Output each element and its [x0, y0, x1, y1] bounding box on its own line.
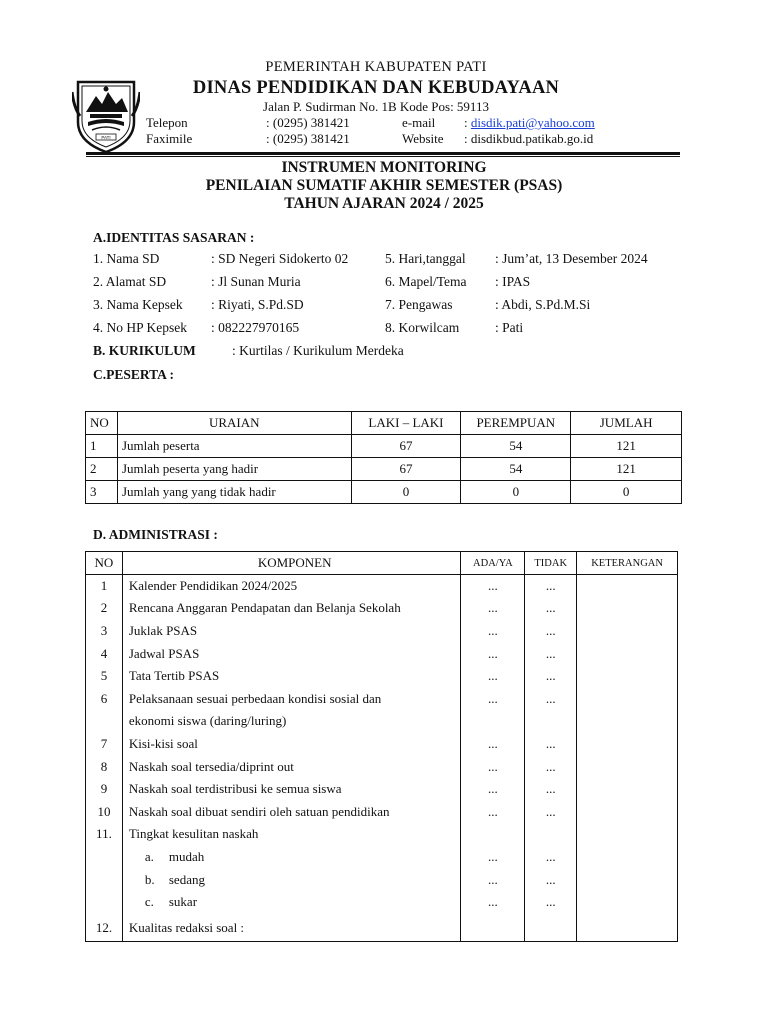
- ada-cell: ...: [461, 597, 525, 620]
- tidak-cell: [525, 913, 577, 941]
- ada-cell: ...: [461, 733, 525, 756]
- ada-cell: ...: [461, 778, 525, 801]
- tidak-cell: [525, 710, 577, 733]
- section-identitas-heading: A.IDENTITAS SASARAN :: [93, 230, 255, 245]
- peserta-table: [85, 411, 682, 504]
- keterangan-cell: [577, 733, 678, 756]
- item-number: 1: [86, 575, 123, 598]
- identitas-label: 4. No HP Kepsek: [93, 320, 187, 335]
- identitas-label: 6. Mapel/Tema: [385, 274, 467, 289]
- tidak-cell: ...: [525, 597, 577, 620]
- table-row: [86, 435, 682, 458]
- item-component: Kalender Pendidikan 2024/2025: [122, 575, 461, 598]
- identitas-value: : Jum’at, 13 Desember 2024: [495, 251, 648, 266]
- tidak-cell: ...: [525, 800, 577, 823]
- column-header: ADA/YA: [461, 552, 525, 575]
- item-number: 12.: [86, 913, 123, 941]
- letterhead-rule-thick: [86, 152, 680, 155]
- item-component: Tingkat kesulitan naskah: [122, 823, 461, 846]
- sub-text: mudah: [168, 848, 205, 864]
- table-row: [86, 597, 678, 620]
- item-component: Rencana Anggaran Pendapatan dan Belanja Sekolah: [122, 597, 461, 620]
- keterangan-cell: [577, 620, 678, 643]
- keterangan-cell: [577, 642, 678, 665]
- logo-text: PATI: [101, 135, 111, 140]
- column-header: URAIAN: [117, 412, 351, 435]
- identitas-label: 3. Nama Kepsek: [93, 297, 183, 312]
- table-row: [86, 846, 678, 869]
- table-cell: 1: [86, 435, 118, 458]
- table-cell: 121: [571, 435, 682, 458]
- ada-cell: ...: [461, 800, 525, 823]
- item-component: Tata Tertib PSAS: [122, 665, 461, 688]
- tidak-cell: ...: [525, 733, 577, 756]
- website-value: : disdikbud.patikab.go.id: [464, 131, 594, 146]
- identitas-list: [93, 251, 693, 343]
- item-subcomponent: [122, 891, 461, 914]
- section-peserta-heading: C.PESERTA :: [93, 367, 175, 382]
- identitas-row: [93, 274, 693, 297]
- table-cell: 54: [461, 435, 571, 458]
- table-row: [86, 481, 682, 504]
- table-row: [86, 665, 678, 688]
- table-cell: 3: [86, 481, 118, 504]
- table-row: [86, 800, 678, 823]
- identitas-label: 2. Alamat SD: [93, 274, 167, 289]
- item-component: Kisi-kisi soal: [122, 733, 461, 756]
- keterangan-cell: [577, 868, 678, 891]
- table-row: [86, 733, 678, 756]
- keterangan-cell: [577, 846, 678, 869]
- item-number: 2: [86, 597, 123, 620]
- item-number: [86, 710, 123, 733]
- keterangan-cell: [577, 665, 678, 688]
- ada-cell: [461, 710, 525, 733]
- keterangan-cell: [577, 823, 678, 846]
- email-label: e-mail: [402, 115, 436, 130]
- tidak-cell: ...: [525, 575, 577, 598]
- column-header: NO: [86, 412, 118, 435]
- item-number: 4: [86, 642, 123, 665]
- item-subcomponent: [122, 846, 461, 869]
- kurikulum-row: [93, 343, 404, 359]
- phone-label: Telepon: [146, 115, 188, 130]
- tidak-cell: ...: [525, 778, 577, 801]
- table-cell: Jumlah peserta yang hadir: [117, 458, 351, 481]
- item-subcomponent: [122, 868, 461, 891]
- item-number: 3: [86, 620, 123, 643]
- identitas-row: [93, 297, 693, 320]
- ada-cell: ...: [461, 846, 525, 869]
- table-cell: Jumlah yang yang tidak hadir: [117, 481, 351, 504]
- column-header: JUMLAH: [571, 412, 682, 435]
- item-number: 5: [86, 665, 123, 688]
- keterangan-cell: [577, 597, 678, 620]
- sub-text: sukar: [168, 894, 198, 910]
- item-component: ekonomi siswa (daring/luring): [122, 710, 461, 733]
- tidak-cell: ...: [525, 755, 577, 778]
- ada-cell: ...: [461, 891, 525, 914]
- column-header: KOMPONEN: [122, 552, 461, 575]
- document-title-line3: TAHUN AJARAN 2024 / 2025: [284, 195, 484, 212]
- item-number: 8: [86, 755, 123, 778]
- ada-cell: ...: [461, 687, 525, 710]
- kurikulum-label: B. KURIKULUM: [93, 343, 196, 358]
- table-row: [86, 891, 678, 914]
- table-cell: 0: [571, 481, 682, 504]
- item-number: [86, 846, 123, 869]
- table-header-row: [86, 412, 682, 435]
- keterangan-cell: [577, 687, 678, 710]
- ada-cell: ...: [461, 642, 525, 665]
- column-header: KETERANGAN: [577, 552, 678, 575]
- item-number: 7: [86, 733, 123, 756]
- fax-value: : (0295) 381421: [266, 131, 350, 146]
- identitas-label: 8. Korwilcam: [385, 320, 460, 335]
- item-component: Juklak PSAS: [122, 620, 461, 643]
- item-number: [86, 891, 123, 914]
- identitas-value: : Pati: [495, 320, 524, 335]
- table-cell: 67: [351, 435, 461, 458]
- identitas-label: 5. Hari,tanggal: [385, 251, 466, 266]
- table-cell: Jumlah peserta: [117, 435, 351, 458]
- ada-cell: ...: [461, 575, 525, 598]
- identitas-label: 7. Pengawas: [385, 297, 453, 312]
- table-cell: 2: [86, 458, 118, 481]
- sub-letter: c.: [144, 894, 154, 910]
- table-cell: 121: [571, 458, 682, 481]
- identitas-row: [93, 251, 693, 274]
- tidak-cell: ...: [525, 868, 577, 891]
- identitas-value: : Abdi, S.Pd.M.Si: [495, 297, 591, 312]
- table-row: [86, 575, 678, 598]
- section-administrasi-heading: D. ADMINISTRASI :: [93, 527, 218, 542]
- table-row: [86, 687, 678, 710]
- tidak-cell: ...: [525, 620, 577, 643]
- sub-letter: a.: [144, 848, 154, 864]
- ada-cell: ...: [461, 755, 525, 778]
- item-number: 6: [86, 687, 123, 710]
- table-row: [86, 778, 678, 801]
- email-colon: :: [464, 115, 468, 130]
- website-label: Website: [402, 131, 444, 146]
- item-component: Kualitas redaksi soal :: [122, 913, 461, 941]
- ada-cell: ...: [461, 620, 525, 643]
- item-component: Naskah soal dibuat sendiri oleh satuan pendidikan: [122, 800, 461, 823]
- identitas-value: : Riyati, S.Pd.SD: [211, 297, 304, 312]
- keterangan-cell: [577, 755, 678, 778]
- ada-cell: ...: [461, 868, 525, 891]
- letterhead: [70, 56, 682, 158]
- identitas-label: 1. Nama SD: [93, 251, 160, 266]
- table-row: [86, 710, 678, 733]
- item-component: Naskah soal tersedia/diprint out: [122, 755, 461, 778]
- identitas-value: : Jl Sunan Muria: [211, 274, 301, 289]
- table-row: [86, 642, 678, 665]
- keterangan-cell: [577, 800, 678, 823]
- phone-value: : (0295) 381421: [266, 115, 350, 130]
- table-row: [86, 755, 678, 778]
- ada-cell: [461, 823, 525, 846]
- administrasi-table: [85, 551, 678, 942]
- item-number: 10: [86, 800, 123, 823]
- tidak-cell: ...: [525, 687, 577, 710]
- table-header-row: [86, 552, 678, 575]
- item-number: 11.: [86, 823, 123, 846]
- kurikulum-value: : Kurtilas / Kurikulum Merdeka: [232, 343, 404, 358]
- table-cell: 67: [351, 458, 461, 481]
- sub-text: sedang: [168, 871, 205, 887]
- keterangan-cell: [577, 575, 678, 598]
- fax-label: Faximile: [146, 131, 193, 146]
- table-cell: 0: [461, 481, 571, 504]
- keterangan-cell: [577, 778, 678, 801]
- table-row: [86, 620, 678, 643]
- document-title-line1: INSTRUMEN MONITORING: [281, 159, 487, 176]
- tidak-cell: [525, 823, 577, 846]
- email-entry: [464, 115, 595, 131]
- table-row: [86, 823, 678, 846]
- table-row: [86, 458, 682, 481]
- item-number: [86, 868, 123, 891]
- identitas-value: : SD Negeri Sidokerto 02: [211, 251, 349, 266]
- identitas-value: : 082227970165: [211, 320, 300, 335]
- column-header: PEREMPUAN: [461, 412, 571, 435]
- item-number: 9: [86, 778, 123, 801]
- government-name: PEMERINTAH KABUPATEN PATI: [265, 59, 487, 75]
- column-header: TIDAK: [525, 552, 577, 575]
- ada-cell: [461, 913, 525, 941]
- keterangan-cell: [577, 710, 678, 733]
- letterhead-rule-thin: [86, 156, 680, 157]
- column-header: LAKI – LAKI: [351, 412, 461, 435]
- tidak-cell: ...: [525, 642, 577, 665]
- table-row: [86, 913, 678, 941]
- ada-cell: ...: [461, 665, 525, 688]
- tidak-cell: ...: [525, 891, 577, 914]
- sub-letter: b.: [144, 871, 155, 887]
- column-header: NO: [86, 552, 123, 575]
- item-component: Jadwal PSAS: [122, 642, 461, 665]
- item-component: Naskah soal terdistribusi ke semua siswa: [122, 778, 461, 801]
- table-row: [86, 868, 678, 891]
- identitas-row: [93, 320, 693, 343]
- identitas-value: : IPAS: [495, 274, 531, 289]
- item-component: Pelaksanaan sesuai perbedaan kondisi sosial dan: [122, 687, 461, 710]
- email-link[interactable]: disdik.pati@yahoo.com: [470, 115, 595, 130]
- table-cell: 54: [461, 458, 571, 481]
- keterangan-cell: [577, 913, 678, 941]
- keterangan-cell: [577, 891, 678, 914]
- tidak-cell: ...: [525, 665, 577, 688]
- table-cell: 0: [351, 481, 461, 504]
- document-title-line2: PENILAIAN SUMATIF AKHIR SEMESTER (PSAS): [205, 177, 563, 194]
- tidak-cell: ...: [525, 846, 577, 869]
- office-address: Jalan P. Sudirman No. 1B Kode Pos: 59113: [263, 99, 489, 114]
- office-name: DINAS PENDIDIKAN DAN KEBUDAYAAN: [192, 78, 560, 98]
